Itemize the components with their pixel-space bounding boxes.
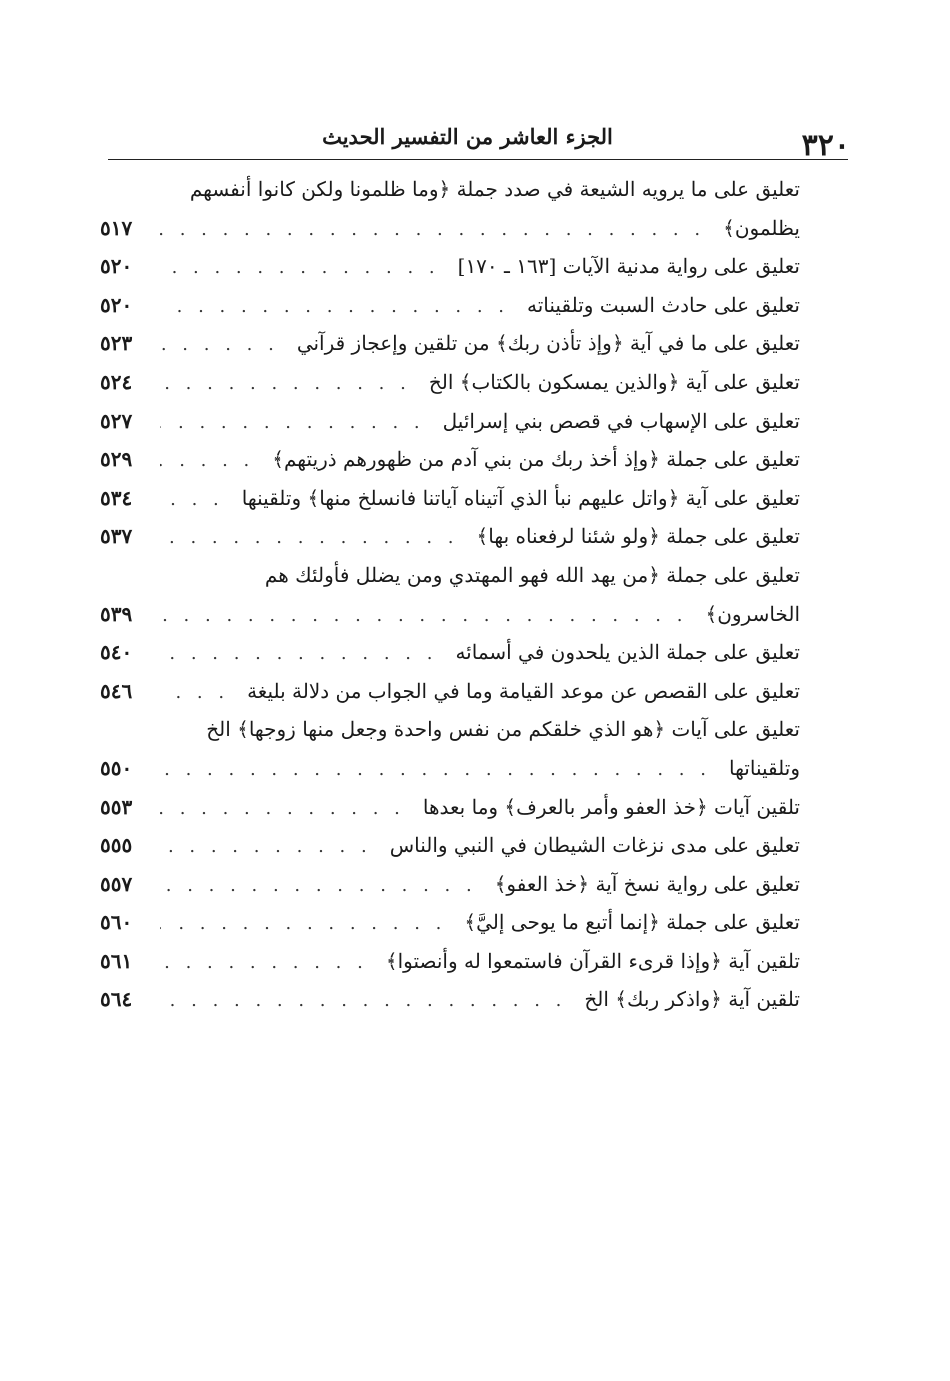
toc-page-number: ٥٤٠ xyxy=(100,640,133,665)
running-title: الجزء العاشر من التفسير الحديث xyxy=(322,124,613,149)
toc-entry-title: تعليق على آية ﴿واتل عليهم نبأ الذي آتيناه آياتنا فانسلخ منها﴾ وتلقينها xyxy=(241,485,800,510)
toc-entry-line xyxy=(100,595,800,634)
dot-leader xyxy=(160,211,713,248)
toc-entry xyxy=(100,826,800,865)
toc-entry-line xyxy=(100,903,800,942)
toc-entry xyxy=(100,633,800,672)
toc-entry xyxy=(100,903,800,942)
toc-entry-line xyxy=(100,517,800,556)
toc-entry-title: تلقين آية ﴿وإذا قرىء القرآن فاستمعوا له وأنصتوا﴾ xyxy=(385,948,800,973)
toc-entry xyxy=(100,865,800,904)
toc-entry-line xyxy=(100,980,800,1019)
toc-entry-line xyxy=(100,710,800,749)
dot-leader xyxy=(160,442,262,479)
dot-leader xyxy=(160,365,419,402)
toc-entry-title: تلقين آية ﴿واذكر ربك﴾ الخ xyxy=(584,987,800,1012)
toc-entry-line xyxy=(100,479,800,518)
toc-entry-line xyxy=(100,402,800,441)
toc-entry xyxy=(100,324,800,363)
dot-leader xyxy=(160,249,448,286)
toc-entry-title: تعليق على ما يرويه الشيعة في صدد جملة ﴿وما ظلمونا ولكن كانوا أنفسهم xyxy=(189,177,800,201)
toc-page-number: ٥٦١ xyxy=(100,948,133,973)
toc-entry-line xyxy=(100,788,800,827)
toc-page-number: ٥٢٠ xyxy=(100,292,133,317)
toc-entry-title: تعليق على حادث السبت وتلقيناته xyxy=(527,292,800,317)
toc-entry xyxy=(100,363,800,402)
dot-leader xyxy=(160,326,287,363)
toc-page-number: ٥٦٤ xyxy=(100,987,133,1012)
dot-leader xyxy=(160,790,413,827)
toc-entry-line xyxy=(100,170,800,209)
toc-page-number: ٥٤٦ xyxy=(100,678,133,703)
toc-page-number: ٥٣٤ xyxy=(100,485,133,510)
toc-entry-title: الخاسرون﴾ xyxy=(705,601,800,626)
toc-entry-title: يظلمون﴾ xyxy=(723,215,800,240)
toc-entry-line xyxy=(100,324,800,363)
toc-entry-title: تعليق على جملة ﴿من يهد الله فهو المهتدي ومن يضلل فأولئك هم xyxy=(264,562,800,587)
toc-entry xyxy=(100,517,800,556)
page-number: ٣٢٠ xyxy=(801,128,850,163)
toc-entry-title: تلقين آيات ﴿خذ العفو وأمر بالعرف﴾ وما بعدها xyxy=(422,794,800,819)
dot-leader xyxy=(160,944,376,981)
toc-entry xyxy=(100,170,800,247)
toc-entry xyxy=(100,479,800,518)
toc-entry-line xyxy=(100,633,800,672)
dot-leader xyxy=(160,674,237,711)
toc-entry-line xyxy=(100,749,800,788)
dot-leader xyxy=(160,828,380,865)
toc-page-number: ٥٥٣ xyxy=(100,794,133,819)
toc-page-number: ٥٢٣ xyxy=(100,331,133,356)
toc-entry xyxy=(100,942,800,981)
dot-leader xyxy=(160,404,433,441)
table-of-contents xyxy=(100,170,800,1019)
toc-entry xyxy=(100,286,800,325)
toc-entry-title: تعليق على جملة ﴿ولو شئنا لرفعناه بها﴾ xyxy=(476,524,800,549)
dot-leader xyxy=(160,867,485,904)
toc-entry-line xyxy=(100,440,800,479)
toc-entry-line xyxy=(100,826,800,865)
toc-entry-line xyxy=(100,247,800,286)
toc-entry-line xyxy=(100,363,800,402)
toc-entry-title: تعليق على جملة الذين يلحدون في أسمائه xyxy=(455,640,800,665)
dot-leader xyxy=(160,519,467,556)
toc-page-number: ٥٥٥ xyxy=(100,833,133,858)
header-rule xyxy=(108,159,848,160)
toc-entry-title: تعليق على آيات ﴿هو الذي خلقكم من نفس واحدة وجعل منها زوجها﴾ الخ xyxy=(206,717,800,742)
toc-entry xyxy=(100,247,800,286)
toc-entry-title: تعليق على القصص عن موعد القيامة وما في الجواب من دلالة بليغة xyxy=(247,678,800,703)
dot-leader xyxy=(160,905,454,942)
toc-entry-title: تعليق على رواية نسخ آية ﴿خذ العفو﴾ xyxy=(494,871,800,896)
toc-page-number: ٥٢٩ xyxy=(100,447,133,472)
toc-entry-title: تعليق على ما في آية ﴿وإذ تأذن ربك﴾ من تلقين وإعجاز قرآني xyxy=(296,331,800,356)
toc-entry-line xyxy=(100,942,800,981)
toc-page-number: ٥٢٤ xyxy=(100,369,133,394)
toc-entry-line xyxy=(100,865,800,904)
toc-entry xyxy=(100,556,800,633)
toc-entry-line xyxy=(100,556,800,595)
toc-page-number: ٥٦٠ xyxy=(100,910,133,935)
toc-page-number: ٥١٧ xyxy=(100,215,133,240)
toc-entry-title: تعليق على جملة ﴿وإذ أخذ ربك من بني آدم من ظهورهم ذريتهم﴾ xyxy=(272,447,800,472)
toc-entry xyxy=(100,710,800,787)
dot-leader xyxy=(160,597,695,634)
toc-page-number: ٥٢٧ xyxy=(100,408,133,433)
toc-entry-title: وتلقيناتها xyxy=(728,755,800,780)
toc-entry-title: تعليق على مدى نزغات الشيطان في النبي والناس xyxy=(389,833,800,858)
toc-entry-title: تعليق على رواية مدنية الآيات [١٦٣ ـ ١٧٠] xyxy=(457,254,800,279)
toc-page-number: ٥٣٩ xyxy=(100,601,133,626)
toc-entry xyxy=(100,402,800,441)
toc-page-number: ٥٢٠ xyxy=(100,254,133,279)
dot-leader xyxy=(160,635,445,672)
dot-leader xyxy=(160,751,719,788)
toc-entry xyxy=(100,980,800,1019)
toc-entry xyxy=(100,440,800,479)
toc-entry xyxy=(100,788,800,827)
toc-entry xyxy=(100,672,800,711)
toc-entry-line xyxy=(100,672,800,711)
toc-entry-title: تعليق على الإسهاب في قصص بني إسرائيل xyxy=(442,408,800,433)
toc-page-number: ٥٣٧ xyxy=(100,524,133,549)
toc-entry-line xyxy=(100,209,800,248)
dot-leader xyxy=(160,288,517,325)
dot-leader xyxy=(160,481,232,518)
toc-page-number: ٥٥٧ xyxy=(100,871,133,896)
dot-leader xyxy=(160,982,574,1019)
toc-entry-line xyxy=(100,286,800,325)
toc-page-number: ٥٥٠ xyxy=(100,755,133,780)
toc-entry-title: تعليق على جملة ﴿إنما أتبع ما يوحى إليَّ﴾ xyxy=(464,910,800,935)
page-header xyxy=(0,0,950,162)
toc-entry-title: تعليق على آية ﴿والذين يمسكون بالكتاب﴾ الخ xyxy=(428,369,800,394)
